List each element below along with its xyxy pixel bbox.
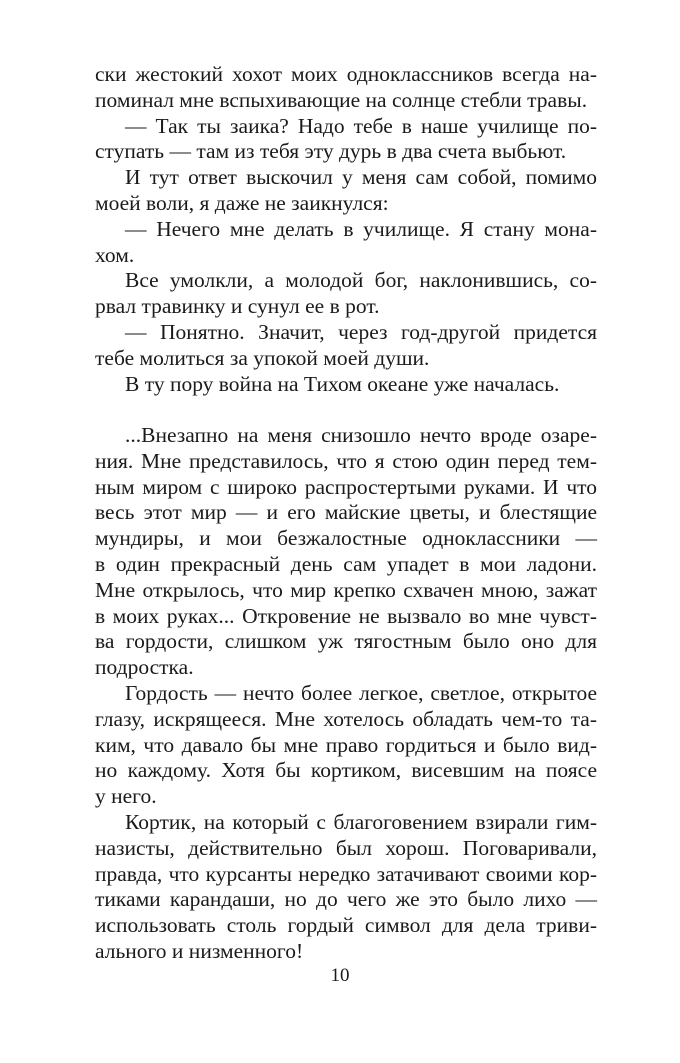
text-line: глазу, искрящееся. Мне хотелось обладать чем-то та-	[95, 706, 597, 731]
text-line: ния. Мне представилось, что я стою один перед тем-	[95, 448, 597, 473]
text-line: весь этот мир — и его майские цветы, и блестящие	[95, 500, 597, 525]
text-line: — Так ты заика? Надо тебе в наше училище по-	[125, 113, 597, 138]
text-line: — Нечего мне делать в училище. Я стану мона-	[125, 216, 597, 241]
text-line: ступать — там из тебя эту дурь в два счета выбьют.	[95, 139, 567, 164]
text-line: Мне открылось, что мир крепко схвачен мною, зажат	[95, 577, 597, 602]
text-line: тиками карандаши, но до чего же это было лихо —	[95, 887, 597, 912]
text-line: подростка.	[95, 655, 194, 680]
text-line: в моих руках... Откровение не вызвало во мне чувст-	[95, 603, 597, 628]
text-line: ким, что давало бы мне право гордиться и было вид-	[95, 732, 597, 757]
text-line: — Понятно. Значит, через год-другой придется	[125, 319, 597, 344]
text-line: ным миром с широко распростертыми руками. И что	[95, 474, 597, 499]
text-line: правда, что курсанты нередко затачивают своими кор-	[95, 861, 597, 886]
text-line: поминал мне вспыхивающие на солнце стебли травы.	[95, 87, 588, 112]
text-line: использовать столь гордый символ для дела триви-	[95, 913, 597, 938]
text-section-1	[95, 62, 597, 397]
text-line: Гордость — нечто более легкое, светлое, открытое	[125, 680, 597, 705]
text-line: но каждому. Хотя бы кортиком, висевшим на поясе	[95, 758, 597, 783]
text-line: ...Внезапно на меня снизошло нечто вроде озаре-	[125, 423, 597, 447]
text-line: хом.	[95, 242, 135, 267]
text-line: рвал травинку и сунул ее в рот.	[95, 294, 380, 319]
text-line: ва гордости, слишком уж тягостным было оно для	[95, 629, 597, 654]
text-line: В ту пору война на Тихом океане уже началась.	[125, 371, 560, 396]
text-line: в один прекрасный день сам упадет в мои ладони.	[95, 551, 597, 576]
text-line: назисты, действительно был хорош. Поговаривали,	[95, 835, 597, 860]
text-line: тебе молиться за упокой моей души.	[95, 345, 430, 370]
text-line: у него.	[95, 784, 157, 809]
text-line: И тут ответ выскочил у меня сам собой, помимо	[125, 165, 597, 190]
text-line: ски жестокий хохот моих одноклассников всегда на-	[95, 62, 597, 86]
text-line: Все умолкли, а молодой бог, наклонившись, со-	[125, 268, 597, 293]
text-line: ального и низменного!	[95, 938, 304, 963]
page-number: 10	[330, 965, 350, 986]
text-line: моей воли, я даже не заикнулся:	[95, 190, 389, 215]
text-section-2	[95, 423, 597, 965]
text-line: мундиры, и мои безжалостные одноклассники —	[95, 526, 597, 551]
text-line: Кортик, на который с благоговением взирали гим-	[125, 809, 597, 834]
